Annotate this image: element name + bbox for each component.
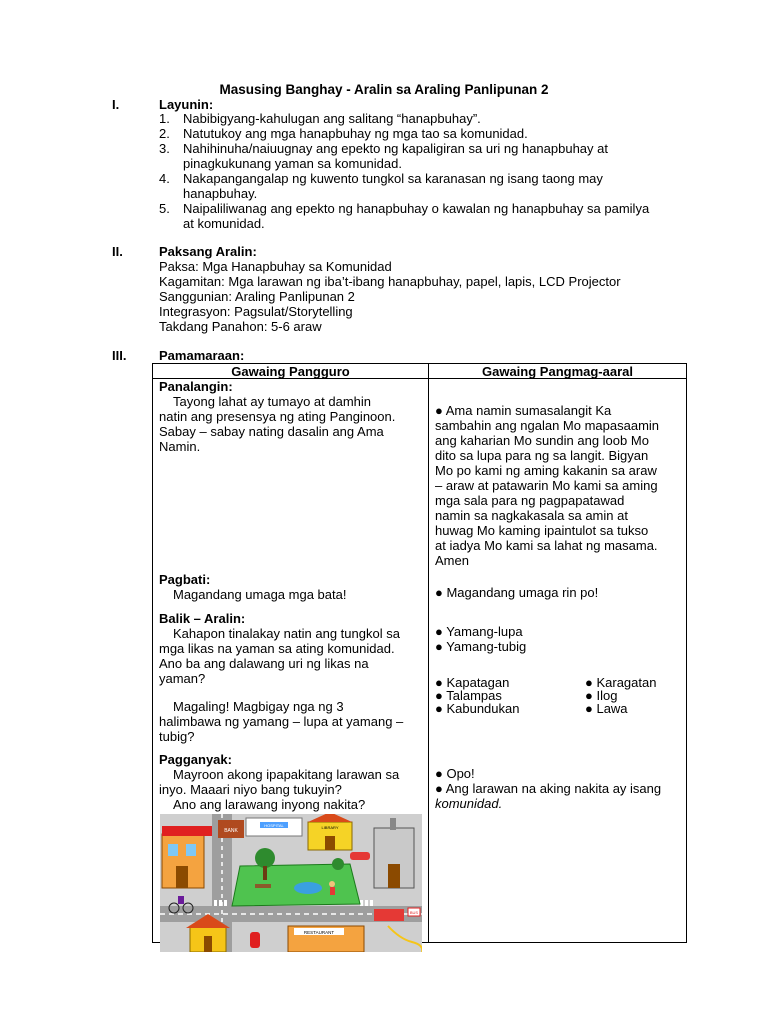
section-2-heading: Paksang Aralin: xyxy=(159,244,257,259)
objective-item: 5. Naipaliliwanag ang epekto ng hanapbuhay o kawalan ng hanapbuhay sa pamilya at komunidad. xyxy=(159,201,650,231)
bus xyxy=(374,909,404,921)
pond xyxy=(294,882,322,894)
teacher-column-header: Gawaing Pangguro xyxy=(153,364,429,379)
balik-aralin-teacher: Balik – Aralin: Kahapon tinalakay natin ang tungkol sa mga likas na yaman sa ating komunidad. Ano ba ang dalawang uri ng likas na yaman? Magaling! Magbigay nga ng 3 halimbawa ng yamang – lupa at yamang – tubig? xyxy=(159,611,424,744)
sanggunian-line: Sanggunian: Araling Panlipunan 2 xyxy=(159,289,355,304)
student-column-header: Gawaing Pangmag-aaral xyxy=(429,364,687,379)
car xyxy=(350,852,370,860)
objective-item: 1. Nabibigyang-kahulugan ang salitang “hanapbuhay”. xyxy=(159,111,481,126)
section-3-heading: Pamamaraan: xyxy=(159,348,245,363)
panalangin-heading: Panalangin: xyxy=(159,379,233,394)
objective-item: 2. Natutukoy ang mga hanapbuhay ng mga tao sa komunidad. xyxy=(159,126,528,141)
procedure-table xyxy=(152,363,687,943)
bench xyxy=(255,884,271,888)
balik-aralin-heading: Balik – Aralin: xyxy=(159,611,246,626)
awning xyxy=(162,826,212,836)
kagamitan-line: Kagamitan: Mga larawan ng iba’t-ibang hanapbuhay, papel, lapis, LCD Projector xyxy=(159,274,621,289)
sign-label: BUS xyxy=(409,910,419,915)
tree xyxy=(332,858,344,870)
pagganyak-heading: Pagganyak: xyxy=(159,752,232,767)
subject-details xyxy=(159,259,699,334)
person xyxy=(329,881,335,887)
motorcycle xyxy=(250,932,260,948)
pagganyak-teacher: Pagganyak: Mayroon akong ipapakitang larawan sa inyo. Maaari niyo bang tukuyin? Ano ang larawang inyong nakita? xyxy=(159,752,424,812)
pagbati-student: ● Magandang umaga rin po! xyxy=(435,585,599,600)
hospital-label: HOSPITAL xyxy=(264,823,284,828)
section-3-number: III. xyxy=(112,348,127,363)
objective-item: 3. Nahihinuha/naiuugnay ang epekto ng kapaligiran sa uri ng hanapbuhay at pinagkukunang yaman sa komunidad. xyxy=(159,141,608,171)
student-column xyxy=(429,379,687,943)
library-label: LIBRARY xyxy=(321,825,339,830)
teacher-column xyxy=(153,379,429,943)
integrasyon-line: Integrasyon: Pagsulat/Storytelling xyxy=(159,304,353,319)
panalangin-student: ● Ama namin sumasalangit Ka sambahin ang ngalan Mo mapasaamin ang kaharian Mo sundin ang loob Mo dito sa lupa para ng sa langit. Bigyan Mo po kami ng aming kakanin sa araw – araw at patawarin Mo kami sa aming mga sala para ng pagpapatawad namin sa nagkakasala sa amin at huwag Mo kaming ipaintulot sa tukso at iadya Mo kami sa lahat ng masama. Amen xyxy=(435,403,660,568)
pagganyak-student: ● Opo! ● Ang larawan na aking nakita ay isang komunidad. xyxy=(435,766,662,811)
section-2-number: II. xyxy=(112,244,123,259)
bank-label: BANK xyxy=(224,828,238,834)
takdang-panahon-line: Takdang Panahon: 5-6 araw xyxy=(159,319,322,334)
objective-item: 4. Nakapangangalap ng kuwento tungkol sa karanasan ng isang taong may hanapbuhay. xyxy=(159,171,603,201)
document-title: Masusing Banghay - Aralin sa Araling Panlipunan 2 xyxy=(219,82,549,97)
balik-aralin-student-2: ● Kapatagan ● Karagatan ● Talampas ● Ilog ● Kabundukan ● Lawa xyxy=(435,675,657,716)
pagbati-teacher: Pagbati: Magandang umaga mga bata! xyxy=(159,572,424,602)
objectives-list xyxy=(159,111,699,231)
tree xyxy=(255,848,275,868)
section-1-number: I. xyxy=(112,97,120,112)
pagbati-heading: Pagbati: xyxy=(159,572,211,587)
restaurant-label: RESTAURANT xyxy=(303,930,335,935)
panalangin-teacher: Panalangin: Tayong lahat ay tumayo at damhin natin ang presensya ng ating Panginoon. Sabay – sabay nating dasalin ang Ama Namin. xyxy=(159,379,424,454)
community-illustration xyxy=(160,814,422,952)
paksa-line: Paksa: Mga Hanapbuhay sa Komunidad xyxy=(159,259,392,274)
section-1-heading: Layunin: xyxy=(159,97,214,112)
balik-aralin-student-1: ● Yamang-lupa ● Yamang-tubig xyxy=(435,624,527,654)
